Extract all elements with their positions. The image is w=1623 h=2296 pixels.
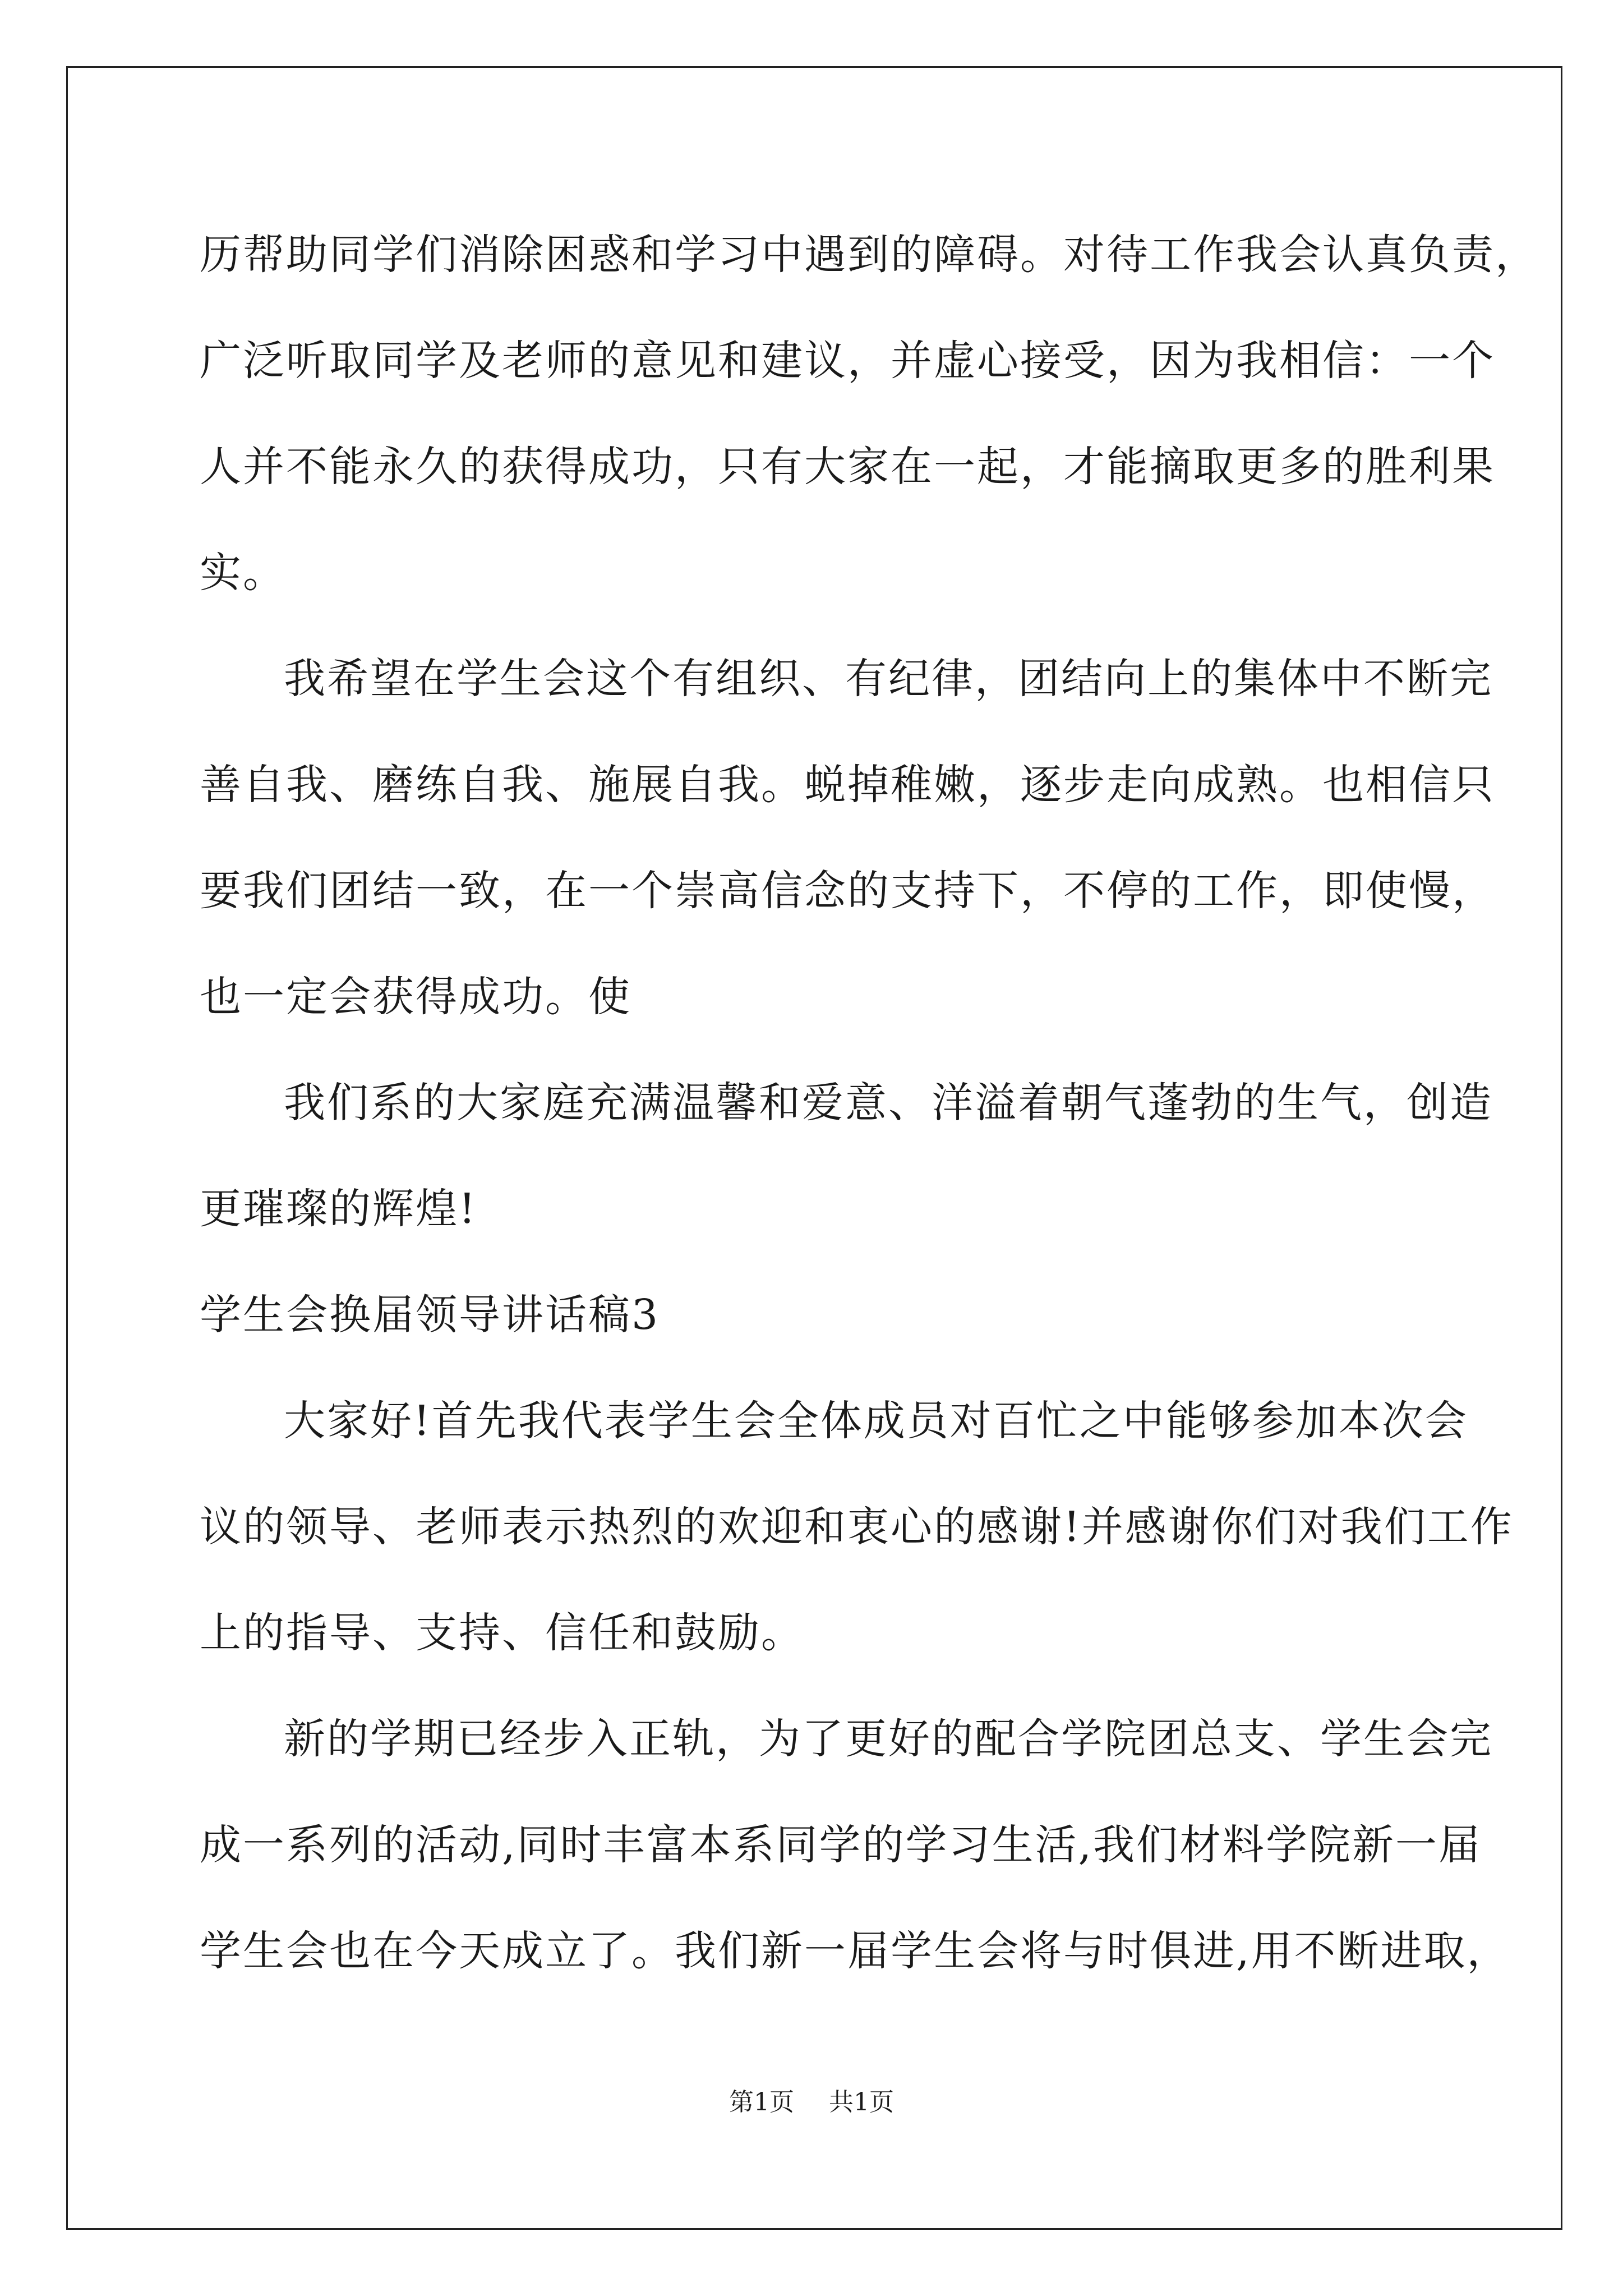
- text-line: 议的领导、老师表示热烈的欢迎和衷心的感谢!并感谢你们对我们工作: [200, 1503, 1514, 1551]
- page-total: 共1页: [829, 2088, 894, 2116]
- section-heading: 学生会换届领导讲话稿3: [200, 1291, 660, 1339]
- text-line: 广泛听取同学及老师的意见和建议，并虚心接受，因为我相信：一个: [200, 337, 1495, 385]
- paragraph-first-line: 我们系的大家庭充满温馨和爱意、洋溢着朝气蓬勃的生气，创造: [284, 1079, 1493, 1127]
- paragraph-first-line: 新的学期已经步入正轨，为了更好的配合学院团总支、学生会完: [284, 1715, 1493, 1763]
- text-line: 要我们团结一致，在一个崇高信念的支持下，不停的工作，即使慢，: [200, 867, 1495, 915]
- text-line: 善自我、磨练自我、施展自我。蜕掉稚嫩，逐步走向成熟。也相信只: [200, 761, 1495, 809]
- page-footer: [0, 2086, 1623, 2119]
- page-number: 第1页: [729, 2088, 794, 2116]
- text-line: 历帮助同学们消除困惑和学习中遇到的障碍。对待工作我会认真负责，: [200, 231, 1538, 279]
- text-line: 更璀璨的辉煌!: [200, 1185, 477, 1233]
- text-line: 人并不能永久的获得成功，只有大家在一起，才能摘取更多的胜利果: [200, 443, 1495, 491]
- text-line: 上的指导、支持、信任和鼓励。: [200, 1609, 804, 1657]
- paragraph-first-line: 我希望在学生会这个有组织、有纪律，团结向上的集体中不断完: [284, 655, 1493, 703]
- paragraph-first-line: 大家好!首先我代表学生会全体成员对百忙之中能够参加本次会: [284, 1397, 1468, 1445]
- document-body: [200, 202, 1538, 2004]
- text-line: 成一系列的活动,同时丰富本系同学的学习生活,我们材料学院新一届: [200, 1821, 1482, 1869]
- text-line: 也一定会获得成功。使: [200, 973, 631, 1021]
- text-line: 实。: [200, 549, 286, 597]
- text-line: 学生会也在今天成立了。我们新一届学生会将与时俱进,用不断进取，: [200, 1927, 1510, 1975]
